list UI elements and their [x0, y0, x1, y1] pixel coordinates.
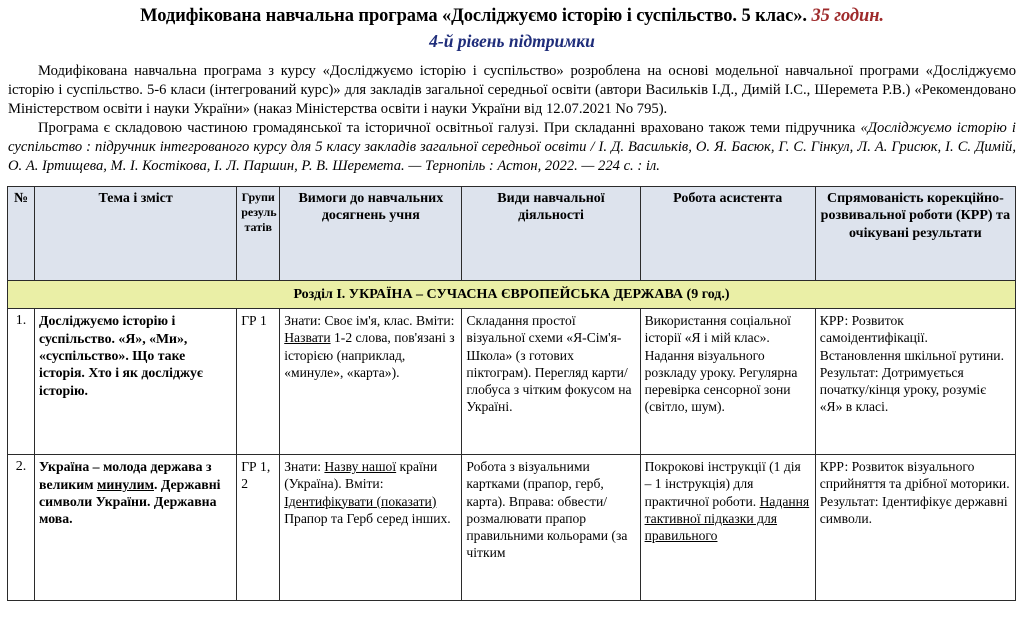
- table-body: [8, 280, 1016, 601]
- row-number: 2.: [8, 455, 35, 601]
- column-header-krr: Спрямованість корекційно-розвивальної роботи (КРР) та очікувані результати: [815, 186, 1015, 280]
- row-requirements: Знати: Назву нашої країни (Україна). Вміти: Ідентифікувати (показати) Прапор та Герб серед інших.: [280, 455, 462, 601]
- row-activities: Робота з візуальними картками (прапор, герб, карта). Вправа: обвести/розмалювати прапор правильними кольорами (за чітким: [462, 455, 640, 601]
- table-row: [8, 309, 1016, 455]
- textbook-reference: «Досліджуємо історію і суспільство : підручник інтегрованого курсу для 5 класу закладів загальної середньої освіти / І. Д. Васильків, О. Я. Басюк, Г. С. Гінкул, Л. А. Грисюк, І. С. Димій, О. А. Іртищева, М. І. Костікова, І. Л. Паршин, Р. В. Шеремета. — Тернопіль : Астон, 2022. — 224 с. : іл.: [8, 119, 1016, 174]
- row-theme: Україна – молода держава з великим минулим. Державні символи України. Державна мова.: [35, 455, 237, 601]
- page-title: [10, 6, 1014, 28]
- row-assistant: Використання соціальної історії «Я і мій клас». Надання візуального розкладу уроку. Регулярна перевірка сенсорної зони (світло, шум).: [640, 309, 815, 455]
- row-krr: КРР: Розвиток візуального сприйняття та дрібної моторики. Результат: Ідентифікує державні символи.: [815, 455, 1015, 601]
- row-requirements: Знати: Своє ім'я, клас. Вміти: Назвати 1-2 слова, пов'язані з історією (наприклад, «минуле», «карта»).: [280, 309, 462, 455]
- column-header-groups: Групи резуль татів: [237, 186, 280, 280]
- column-header-activities: Види навчальної діяльності: [462, 186, 640, 280]
- section-divider-row: [8, 280, 1016, 309]
- intro-paragraph-2-prefix: Програма є складовою частиною громадянської та історичної освітньої галузі. При складанні враховано також теми підручника: [38, 119, 861, 136]
- intro-paragraph-2: [8, 119, 1016, 176]
- intro-paragraph-1: Модифікована навчальна програма з курсу «Досліджуємо історію і суспільство» розроблена на основі модельної навчальної програми «Досліджуємо історію і суспільство. 5-6 класи (інтегрований курс)» для закладів загальної середньої освіти (автори Васильків І.Д., Димій І.С., Шеремета Р.В.) «Рекомендовано Міністерством освіти і науки України» (наказ Міністерства освіти і науки України від 12.07.2021 No 795).: [8, 62, 1016, 117]
- row-groups: ГР 1: [237, 309, 280, 455]
- row-groups: ГР 1, 2: [237, 455, 280, 601]
- table-header: [8, 186, 1016, 280]
- row-activities: Складання простої візуальної схеми «Я-Сім'я-Школа» (з готових піктограм). Перегляд карти/глобуса з чітким фокусом на Україні.: [462, 309, 640, 455]
- intro-text: [0, 52, 1024, 176]
- row-theme: Досліджуємо історію і суспільство. «Я», «Ми», «суспільство». Що таке історія. Хто і як досліджує історію.: [35, 309, 237, 455]
- row-assistant: Покрокові інструкції (1 дія – 1 інструкція) для практичної роботи. Надання тактивної підказки для правильного: [640, 455, 815, 601]
- column-header-assistant: Робота асистента: [640, 186, 815, 280]
- program-table-wrap: [0, 176, 1024, 602]
- program-table: [7, 186, 1016, 602]
- row-krr: КРР: Розвиток самоідентифікації. Встановлення шкільної рутини. Результат: Дотримується початку/кінця уроку, розуміє «Я» в класі.: [815, 309, 1015, 455]
- page-title-hours: 35 годин.: [811, 6, 884, 26]
- page-title-main: Модифікована навчальна програма «Досліджуємо історію і суспільство. 5 клас».: [140, 6, 812, 26]
- column-header-requirements: Вимоги до навчальних досягнень учня: [280, 186, 462, 280]
- column-header-num: №: [8, 186, 35, 280]
- column-header-theme: Тема і зміст: [35, 186, 237, 280]
- table-header-row: [8, 186, 1016, 280]
- table-row: [8, 455, 1016, 601]
- row-number: 1.: [8, 309, 35, 455]
- document-title-block: [0, 0, 1024, 52]
- page-subtitle: 4-й рівень підтримки: [429, 30, 595, 51]
- section-title: Розділ І. УКРАЇНА – СУЧАСНА ЄВРОПЕЙСЬКА ДЕРЖАВА (9 год.): [8, 280, 1016, 309]
